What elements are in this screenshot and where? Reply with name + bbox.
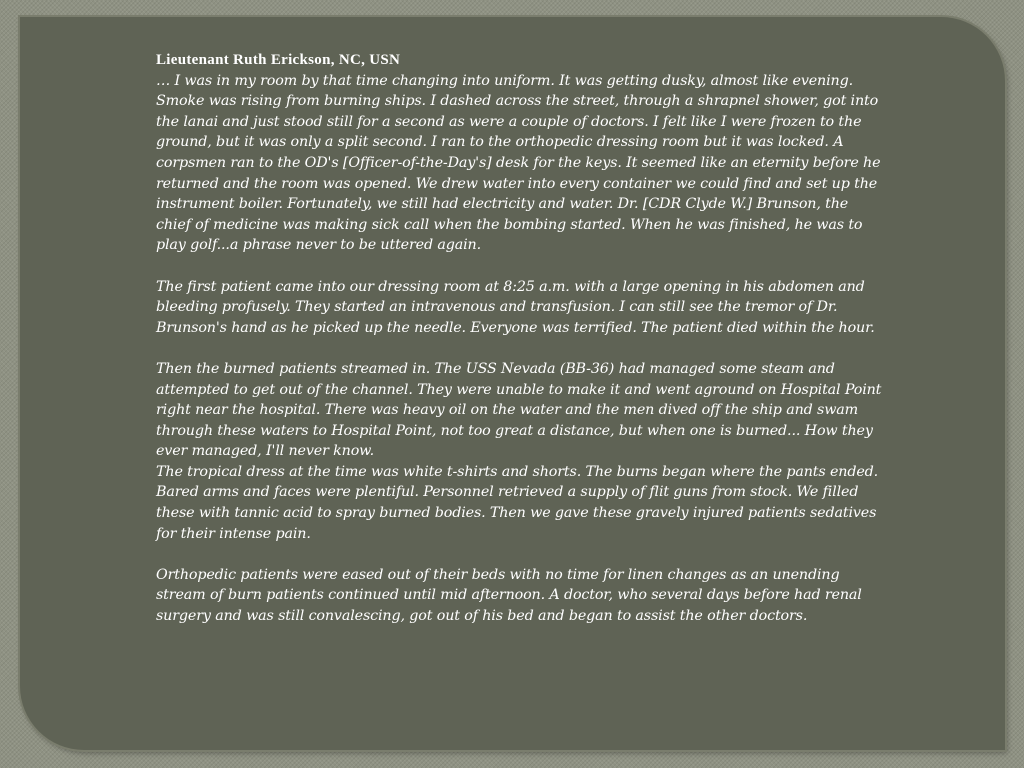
paragraph-5: Orthopedic patients were eased out of their beds with no time for linen changes as an unending stream of burn patients continued until mid afternoon. A doctor, who several days before had renal surgery and was still convalescing, got out of his bed and began to assist the other doctors. [156, 566, 862, 625]
paragraph-3: Then the burned patients streamed in. The USS Nevada (BB-36) had managed some steam and attempted to get out of the channel. They were unable to make it and went aground on Hospital Point right near the hospital. There was heavy oil on the water and the men dived off the ship and swam through these waters to Hospital Point, not too great a distance, but when one is burned... How they ever managed, I'll never know. [156, 360, 882, 460]
paragraph-4: The tropical dress at the time was white t-shirts and shorts. The burns began where the pants ended. Bared arms and faces were plentiful. Personnel retrieved a supply of flit guns from stock. We filled these with tannic acid to spray burned bodies. Then we gave these gravely injured patients sedatives for their intense pain. [156, 463, 879, 542]
slide-text [156, 50, 884, 627]
author-heading: Lieutenant Ruth Erickson, NC, USN [156, 52, 401, 68]
paragraph-1: … I was in my room by that time changing into uniform. It was getting dusky, almost like evening. Smoke was rising from burning ships. I dashed across the street, through a shrapnel shower, got into the lanai and just stood still for a second as were a couple of doctors. I felt like I were frozen to the ground, but it was only a split second. I ran to the orthopedic dressing room but it was locked. A corpsmen ran to the OD's [Officer-of-the-Day's] desk for the keys. It seemed like an eternity before he returned and the room was opened. We drew water into every container we could find and set up the instrument boiler. Fortunately, we still had electricity and water. Dr. [CDR Clyde W.] Brunson, the chief of medicine was making sick call when the bombing started. When he was finished, he was to play golf...a phrase never to be uttered again. [156, 72, 881, 254]
paragraph-2: The first patient came into our dressing room at 8:25 a.m. with a large opening in his abdomen and bleeding profusely. They started an intravenous and transfusion. I can still see the tremor of Dr. Brunson's hand as he picked up the needle. Everyone was terrified. The patient died within the hour. [156, 278, 875, 336]
